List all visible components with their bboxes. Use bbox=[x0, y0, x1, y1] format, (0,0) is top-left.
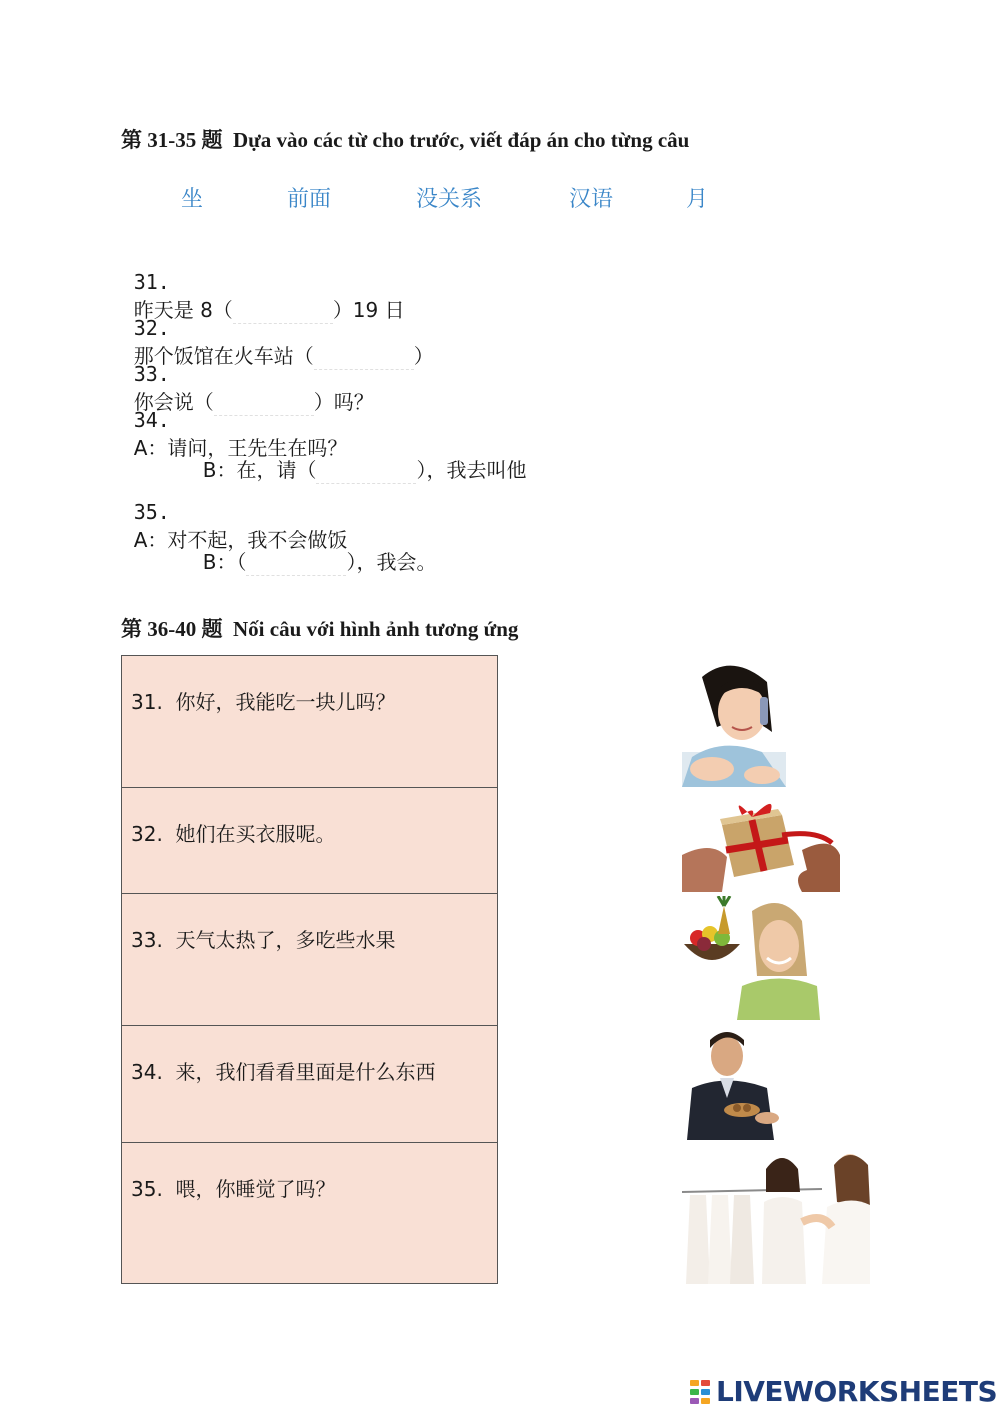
match-row-31[interactable] bbox=[121, 655, 498, 788]
match-row-35[interactable] bbox=[121, 1142, 498, 1284]
woman-with-fruit-photo[interactable] bbox=[682, 896, 820, 1020]
word-bank-item: 汉语 bbox=[569, 187, 614, 212]
row-number: 33. bbox=[131, 928, 163, 952]
row-number: 35. bbox=[131, 1177, 163, 1201]
question-text: ）19 日 bbox=[332, 298, 405, 322]
logo-icon bbox=[690, 1380, 712, 1406]
row-sentence: 她们在买衣服呢。 bbox=[175, 822, 336, 846]
question-text: A：请问，王先生在吗？ bbox=[133, 436, 348, 460]
word-bank-item: 坐 bbox=[181, 187, 204, 212]
row-sentence: 来，我们看看里面是什么东西 bbox=[175, 1060, 436, 1084]
question-35-line-b bbox=[190, 522, 436, 576]
section1-number: 第 31-35 题 bbox=[121, 128, 223, 152]
question-text: ），我去叫他 bbox=[416, 458, 527, 482]
row-sentence: 喂，你睡觉了吗？ bbox=[175, 1177, 336, 1201]
match-row-text bbox=[131, 1056, 436, 1085]
question-number: 33. bbox=[133, 362, 170, 386]
row-sentence: 你好，我能吃一块儿吗？ bbox=[175, 690, 396, 714]
question-text: B：（ bbox=[202, 550, 247, 574]
match-row-text bbox=[131, 818, 336, 847]
word-bank-item: 前面 bbox=[287, 187, 332, 212]
question-number: 34. bbox=[133, 408, 170, 432]
logo-text: LIVEWORKSHEETS bbox=[716, 1375, 998, 1408]
question-text: B：在，请（ bbox=[202, 458, 317, 482]
word-bank-item: 没关系 bbox=[416, 187, 483, 212]
girl-on-phone-photo[interactable] bbox=[682, 657, 786, 787]
women-shopping-clothes-photo[interactable] bbox=[682, 1147, 870, 1284]
match-row-text bbox=[131, 1173, 336, 1202]
section1-instruction: Dựa vào các từ cho trước, viết đáp án cho từng câu bbox=[233, 128, 690, 152]
liveworksheets-logo bbox=[690, 1375, 997, 1407]
match-row-33[interactable] bbox=[121, 893, 498, 1026]
question-text: ），我会。 bbox=[346, 550, 437, 574]
man-eating-snack-photo[interactable] bbox=[682, 1028, 782, 1140]
match-row-text bbox=[131, 686, 396, 715]
word-bank-item: 月 bbox=[686, 187, 709, 212]
question-number: 32. bbox=[133, 316, 170, 340]
question-text: 你会说（ bbox=[133, 390, 214, 414]
section2-heading bbox=[121, 613, 518, 643]
row-number: 31. bbox=[131, 690, 163, 714]
gift-box-photo[interactable] bbox=[682, 795, 840, 892]
section2-number: 第 36-40 题 bbox=[121, 617, 223, 641]
question-number: 35. bbox=[133, 500, 170, 524]
section2-instruction: Nối câu với hình ảnh tương ứng bbox=[233, 617, 519, 641]
question-number: 31. bbox=[133, 270, 170, 294]
match-row-32[interactable] bbox=[121, 787, 498, 894]
question-text: ） bbox=[413, 344, 434, 368]
question-text: 那个饭馆在火车站（ bbox=[133, 344, 314, 368]
match-row-34[interactable] bbox=[121, 1025, 498, 1143]
question-text: ）吗？ bbox=[313, 390, 374, 414]
answer-blank[interactable] bbox=[246, 551, 346, 576]
row-number: 34. bbox=[131, 1060, 163, 1084]
row-sentence: 天气太热了，多吃些水果 bbox=[175, 928, 396, 952]
row-number: 32. bbox=[131, 822, 163, 846]
question-text: 昨天是 8（ bbox=[133, 298, 233, 322]
question-text: A：对不起，我不会做饭 bbox=[133, 528, 348, 552]
section1-heading bbox=[121, 124, 689, 154]
match-row-text bbox=[131, 924, 396, 953]
